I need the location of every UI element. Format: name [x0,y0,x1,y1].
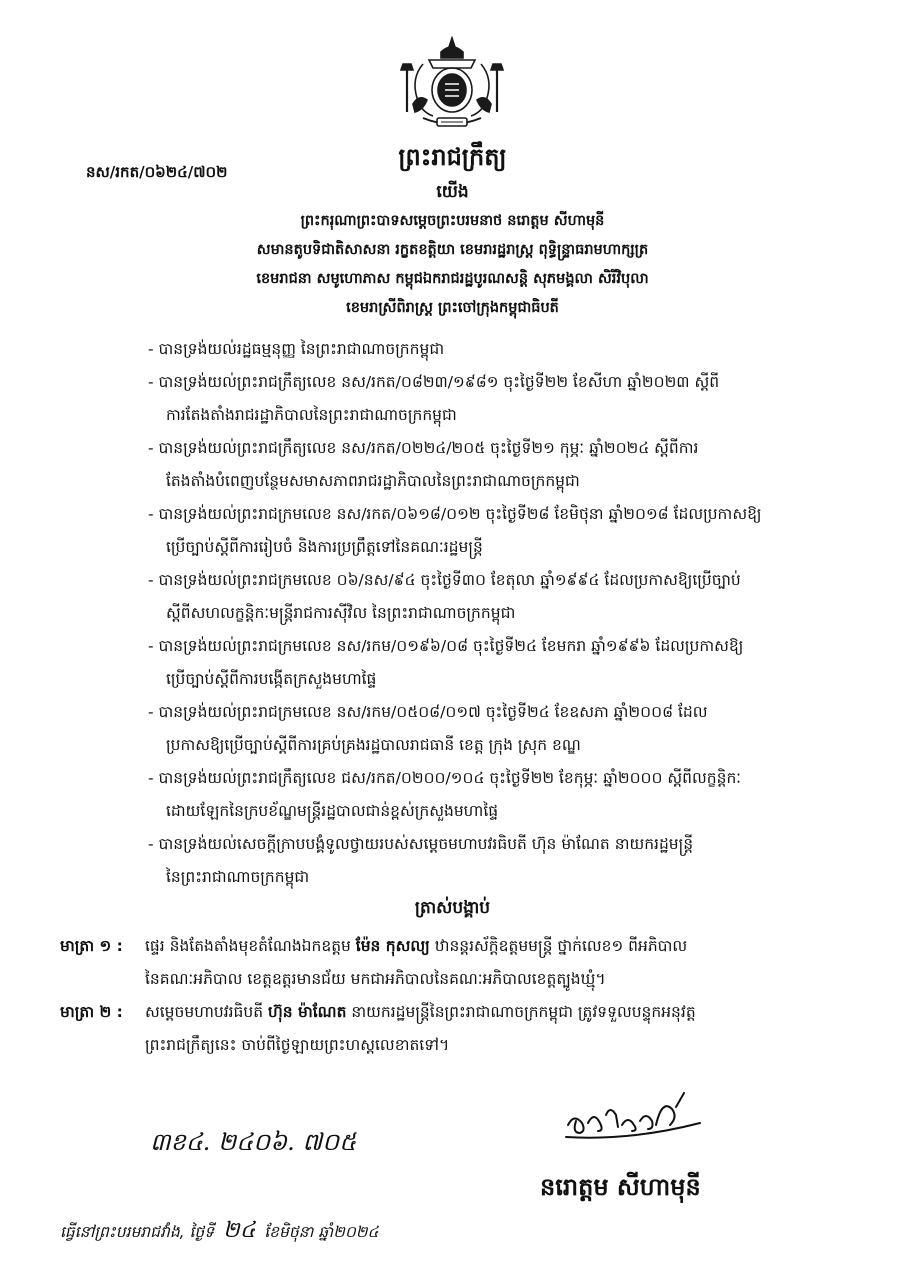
list-item [148,366,868,432]
king-title-line: ព្រះករុណាព្រះបាទសម្តេចព្រះបរមនាថ នរោត្តម សីហាមុនី [300,213,605,229]
list-item [148,498,868,564]
person-name: ម៉ែន កុសល្យ [355,937,430,955]
decision-heading: ត្រាស់បង្គាប់ [414,898,491,918]
item-line: - បានទ្រង់យល់ព្រះរាជក្រមលេខ នស/រកម/០៥០៨/០១៧ ចុះថ្ងៃទី២៤ ខែឧសភា ឆ្នាំ២០០៨ ដែល [148,703,708,721]
article-1 [60,930,880,996]
article-text-continued: ព្រះរាជក្រឹត្យនេះ ចាប់ពីថ្ងៃឡាយព្រះហស្តលេខាតទៅ។ [145,1036,450,1054]
list-item [148,564,868,630]
article-text: នាយករដ្ឋមន្ត្រីនៃព្រះរាជាណាចក្រកម្ពុជា ត្រូវទទួលបន្ទុកអនុវត្ត [346,1003,696,1021]
item-line: - បានទ្រង់យល់ព្រះរាជក្រមលេខ នស/រកម/០១៩៦/០៨ ចុះថ្ងៃទី២៤ ខែមករា ឆ្នាំ១៩៩៦ ដែលប្រកាសឱ្យ [148,637,744,655]
place-and-date [60,1216,379,1248]
item-line: - បានទ្រង់យល់ព្រះរាជក្រឹត្យលេខ នស/រកត/០៨២៣/១៩៨១ ចុះថ្ងៃទី២២ ខែសីហា ឆ្នាំ២០២៣ ស្តីពី [148,373,720,391]
signer-name: នរោត្តម សីហាមុនី [540,1173,701,1201]
reference-number: នស/រកត/០៦២៤/៧០២ [86,163,228,181]
list-item [148,696,868,762]
item-line-continued: ប្រើច្បាប់ស្តីពីការរៀបចំ និងការប្រព្រឹត្តទៅនៃគណៈរដ្ឋមន្ត្រី [166,538,483,556]
article-2 [60,996,880,1062]
article-label: មាត្រា ១ : [60,937,123,955]
article-text-continued: នៃគណៈអភិបាល ខេត្តឧត្តរមានជ័យ មកជាអភិបាលនៃគណៈអភិបាលខេត្តត្បូងឃ្មុំ។ [145,970,606,988]
king-title-line: សមានតូបទិជាតិសាសនា រក្ខតខត្តិយា ខេមរារដ្ឋរាស្ត្រ ពុទ្ធិន្ទ្រាធរាមហាក្សត្រ [256,242,649,258]
person-name: ហ៊ុន ម៉ាណែត [268,1003,347,1021]
article-text: ផ្ទេរ និងតែងតាំងមុខតំណែងឯកឧត្តម [145,937,356,955]
king-title-line: ខេមរាជនា សមូហោភាស កម្ពុជឯករាជរដ្ឋបូរណសន្តិ សុភមង្គលា សិរីវិបុលា [256,271,649,287]
we-heading: យើង [436,182,469,202]
item-line: - បានទ្រង់យល់ព្រះរាជក្រមលេខ នស/រកត/០៦១៨/០១២ ចុះថ្ងៃទី២៨ ខែមិថុនា ឆ្នាំ២០១៨ ដែលប្រកាសឱ្យ [148,505,762,523]
item-line-continued: ប្រើច្បាប់ស្តីពីការបង្កើតក្រសួងមហាផ្ទៃ [166,670,377,688]
handwritten-day: ២៤ [223,1218,256,1243]
list-item [148,630,868,696]
royal-coat-of-arms-icon [393,34,511,132]
item-line: - បានទ្រង់យល់ព្រះរាជក្រមលេខ ០៦/នស/៩៤ ចុះថ្ងៃទី៣០ ខែតុលា ឆ្នាំ១៩៩៤ ដែលប្រកាសឱ្យប្រើច្បាប់ [148,571,741,589]
item-line: - បានទ្រង់យល់សេចក្តីក្រាបបង្គំទូលថ្វាយរបស់សម្តេចមហាបវរធិបតី ហ៊ុន ម៉ាណែត នាយករដ្ឋមន្ត្រី [148,835,694,853]
list-item [148,432,868,498]
handwritten-date: ៣ខ៤. ២៤០៦. ៧០៥ [150,1128,357,1156]
royal-signature [560,1085,710,1145]
king-title-line: ខេមរាស្រីពិរាស្ត្រ ព្រះចៅក្រុងកម្ពុជាធិបតី [346,300,559,316]
list-item [148,333,868,366]
place-date-suffix: ខែមិថុនា ឆ្នាំ២០២៤ [264,1223,379,1241]
article-text: ឋានន្តរស័ក្តិឧត្តមមន្ត្រី ថ្នាក់លេខ១ ពីអភិបាល [429,937,688,955]
article-text: សម្តេចមហាបវរធិបតី [145,1003,268,1021]
item-line-continued: ការតែងតាំងរាជរដ្ឋាភិបាលនៃព្រះរាជាណាចក្រកម្ពុជា [166,406,457,424]
item-line-continued: ស្តីពីសហលក្ខន្តិកៈមន្ត្រីរាជការស៊ីវិល នៃព្រះរាជាណាចក្រកម្ពុជា [166,604,516,622]
item-line-continued: នៃព្រះរាជាណាចក្រកម្ពុជា [166,868,310,886]
item-line-continued: ដោយឡែកនៃក្របខ័ណ្ឌមន្ត្រីរដ្ឋបាលជាន់ខ្ពស់ក្រសួងមហាផ្ទៃ [166,802,499,820]
list-item [148,762,868,828]
place-date-prefix: ធ្វើនៅព្រះបរមរាជវាំង, ថ្ងៃទី [60,1223,215,1241]
item-line: - បានទ្រង់យល់ព្រះរាជក្រឹត្យលេខ ជស/រកត/០២០០/១០៤ ចុះថ្ងៃទី២២ ខែកុម្ភៈ ឆ្នាំ២០០០ ស្តីពីលក្ខន្តិកៈ [148,769,742,787]
item-line: - បានទ្រង់យល់ព្រះរាជក្រឹត្យលេខ នស/រកត/០២២៤/២០៥ ចុះថ្ងៃទី២១ កុម្ភៈ ឆ្នាំ២០២៤ ស្តីពីការ [148,439,699,457]
article-label: មាត្រា ២ : [60,1003,123,1021]
item-line: - បានទ្រង់យល់រដ្ឋធម្មនុញ្ញ នៃព្រះរាជាណាចក្រកម្ពុជា [148,340,445,358]
item-line-continued: ប្រកាសឱ្យប្រើច្បាប់ស្តីពីការគ្រប់គ្រងរដ្ឋបាលរាជធានី ខេត្ត ក្រុង ស្រុក ខណ្ឌ [166,736,581,754]
item-line-continued: តែងតាំងបំពេញបន្ថែមសមាសភាពរាជរដ្ឋាភិបាលនៃព្រះរាជាណាចក្រកម្ពុជា [166,472,580,490]
document-title: ព្រះរាជក្រឹត្យ [398,143,507,171]
list-item [148,828,868,894]
